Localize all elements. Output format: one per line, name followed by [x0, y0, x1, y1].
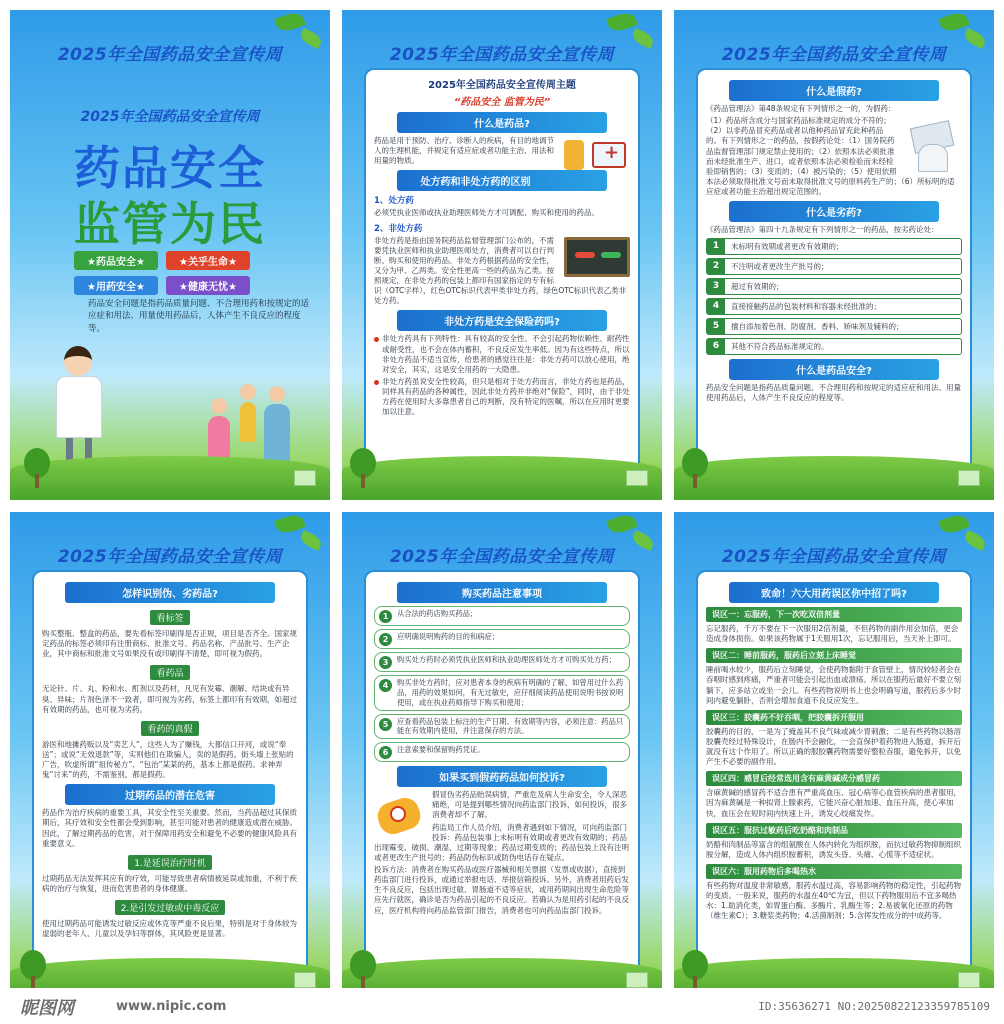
step-number: 6	[379, 746, 392, 759]
section-mistakes: 致命！六大用药误区你中招了吗?	[729, 582, 939, 603]
list-item	[374, 714, 630, 740]
expired-sub1-text: 过期药品无法发挥其应有的疗效，可能导致患者病情被延误或加重，不利于疾病的治疗与恢复，进而危害患者的身体健康。	[42, 873, 297, 893]
safety-text: 药品安全问题是指药品质量问题、不合理用药和按规定的适应症和用法、用量使用药品后，人体产生不良反应的程度等。	[706, 383, 961, 403]
otc-board-icon	[564, 237, 630, 277]
list-text: 其他不符合药品标准规定的。	[731, 342, 829, 352]
poster-panel-drug-basics	[342, 10, 662, 500]
badge-medication-safety: ★用药安全★	[74, 276, 158, 295]
list-number: 3	[707, 279, 725, 294]
list-item	[374, 742, 630, 762]
section-rx-otc: 处方药和非处方药的区别	[397, 170, 607, 191]
panel-headline: 2025年全国药品安全宣传周	[721, 547, 947, 567]
tree-icon	[24, 448, 50, 488]
fake-intro: 《药品管理法》第48条规定有下列情形之一的，为假药：	[706, 104, 896, 113]
theme-title: 2025年全国药品安全宣传周主题	[428, 80, 576, 91]
tree-icon	[682, 950, 708, 990]
step-number: 1	[379, 610, 392, 623]
panel-headline: 2025年全国药品安全宣传周	[57, 547, 283, 567]
section-what-is-drug: 什么是药品?	[397, 112, 607, 133]
step-text: 应明确说明购药的目的和病症；	[397, 632, 500, 641]
tree-icon	[350, 950, 376, 990]
section-text: 购买整瓶、整盒的药品，要先看标签印刷得是否正规，项目是否齐全。国家规定药品的标签必须印有注册商标、批准文号、药品名称、产品批号、生产企业，其中商标和批准文号如果没有或印刷得不清楚，即可视为假药。	[42, 629, 297, 659]
list-number: 1	[707, 239, 725, 254]
site-logo: 昵图网	[20, 998, 74, 1019]
mistake-label: 误区四：感冒后经常选用含有麻黄碱成分感冒药	[706, 771, 962, 786]
otc-safe-bullet: 非处方药具有下列特性：具有较高的安全性、不会引起药物依赖性、耐药性或耐受性，也不会在体内蓄积，不良反应发生率低。因为有这些特点，所以非处方药品不适当宣传，给患者的感觉往往是：非处方药可以放心使用，绝对安全，其实，这是安全用药的一大隐患。	[374, 334, 630, 375]
house-icon	[958, 470, 980, 486]
fake-drug-illustration-icon	[904, 118, 962, 174]
section-tag-wrap	[42, 661, 298, 682]
step-text: 购买非处方药时，应对患者本身的疾病有明确的了解，如曾用过什么药品，用药的效果如何，有无过敏史，应仔细阅读药品使用说明书按说明使用，或在执业药师指导下购买和使用；	[397, 678, 624, 707]
section-text: 无论针、片、丸、粉和水、酊剂以及药材，凡见有发霉、潮解、结块或有异臭、异味；片剂色泽不一致者，即可视为劣药，标签上都印有有效期，如超过有效期的药品，也可视为劣药。	[42, 684, 297, 714]
step-number: 5	[379, 718, 392, 731]
rx-subtitle: 1、处方药	[374, 196, 414, 207]
cover-title-line2: 监管为民	[74, 197, 266, 251]
tree-icon	[20, 950, 46, 990]
tree-icon	[682, 448, 708, 488]
otc-text: 非处方药是指由国务院药品监督管理部门公布的，不需要凭执业医师和执业助理医师处方，消费者可以自行判断、购买和使用的药品。非处方药根据药品的安全性，又分为甲、乙两类。安全性更高一些的药品为乙类。按照规定，在非处方药的包装上都印有国家指定的专有标识（OTC字样），红色OTC标识代表甲类非处方药，绿色OTC标识代表乙类非处方药。	[374, 235, 627, 306]
section-tag: 1.是延误治疗时机	[128, 855, 212, 870]
section-tag-wrap	[42, 606, 298, 627]
mistake-label: 误区一：忘服药，下一次吃双倍剂量	[706, 607, 962, 622]
list-number: 5	[707, 319, 725, 334]
content-card	[364, 570, 640, 974]
fake-items: （1）药品所含成分与国家药品标准规定的成分不符的；（2）以非药品冒充药品或者以他种药品冒充此种药品的。有下列情形之一的药品，按假药论处：（1）国务院药品监督管理部门规定禁止使用的；（2）依照本法必须批准而未经批准生产、进口，或者依照本法必须检验而未经检验即销售的；（3）变质的；（4）被污染的；（5）使用依照本法必须取得批准文号而未取得批准文号的原料药生产的；（6）所标明的适应症或者功能主治超出规定范围的。	[706, 116, 955, 196]
step-text: 从合法的药店购买药品；	[397, 609, 478, 618]
expired-sub2-text: 使用过期药品可能诱发过敏反应或休克等严重不良后果，特别是对于身体较为虚弱的老年人、儿童以及孕妇等群体，其风险更是显著。	[42, 919, 297, 939]
panel-headline: 2025年全国药品安全宣传周	[721, 45, 947, 65]
tree-icon	[350, 448, 376, 488]
cover-intro-text: 药品安全问题是指药品质量问题、不合理用药和按规定的适应症和用法、用量使用药品后，人体产生不良反应的程度等。	[88, 299, 310, 334]
section-expired: 过期药品的潜在危害	[65, 784, 275, 805]
step-text: 购买处方药时必须凭执业医师和执业助理医师处方才可购买处方药；	[397, 655, 616, 664]
poster-panel-mistakes	[674, 512, 994, 1002]
section-tag-wrap	[42, 717, 298, 738]
list-item	[706, 238, 962, 255]
panel-headline: 2025年全国药品安全宣传周	[389, 547, 615, 567]
cover-title-line1: 药品安全	[74, 141, 266, 195]
poster-panel-identify	[10, 512, 330, 1002]
badge-drug-safety: ★药品安全★	[74, 251, 158, 270]
panel-headline: 2025年全国药品安全宣传周	[57, 45, 283, 65]
mistake-label: 误区五：服抗过敏药后吃奶酪和肉制品	[706, 823, 962, 838]
list-text: 擅自添加着色剂、防腐剂、香料、矫味剂及辅料的；	[731, 322, 904, 332]
complain-text: 假冒伪劣药品贻误病情，严重危及病人生命安全，令人深恶痛绝，可是提到哪些情况向药监部门投诉，如何投诉，很多消费者却不了解。	[432, 790, 627, 820]
list-item	[374, 675, 630, 711]
cover-year-title: 2025年全国药品安全宣传周	[80, 109, 260, 125]
list-item	[706, 338, 962, 355]
otc-safe-bullet: 非处方药虽说安全性较高，但只是相对于处方药而言，非处方药也是药品，同样具有药品的各种属性，因此非处方药并非绝对“保险”，同时，由于非处方药在使用时大多靠患者自己的判断，没有特定的医嘱，所以在应用时更要加以注意。	[374, 377, 630, 418]
complain-text: 药监局工作人员介绍，消费者遇到如下情况，可向药监部门投诉：药品包装事上未标明有效期或者更改有效期的；药品出现霉变、破损、潮湿、过期等现象；药品过期变质的；药品包装上没有注明或者更改生产批号的；药品防伪标识或防伪电话存在疑点。	[374, 822, 629, 862]
section-fake-drug: 什么是假药?	[729, 80, 939, 101]
mistake-text: 奶酪和肉制品等富含的组氨酸在人体内转化为组织胺，而抗过敏药物抑制组织胺分解，造成人体内组织胺蓄积，诱发头昏、头痛、心慌等不适症状。	[706, 839, 961, 859]
mistake-text: 睡前喝水较少，服药后立刻睡觉，会使药物黏附于食管壁上，情况较轻者会在吞咽时感到疼痛，严重者可能会引起出血或溃疡。所以在服药后最好不要立刻躺下，应多站立或坐一会儿。有些药物说明书上也会明确写道，服药后多少时间内避免躺卧，否则会增加食道不良反应发生。	[706, 665, 961, 705]
medicine-bottle-icon	[374, 792, 426, 838]
section-tag: 看标签	[150, 610, 189, 625]
list-text: 不注明或者更改生产批号的；	[731, 262, 829, 272]
section-tag-wrap	[42, 851, 298, 872]
house-icon	[626, 972, 648, 988]
complain-text: 投诉方法：消费者在购买药品或医疗器械和相关票据（发票或收据），直接到药监部门进行投诉，或通过举报电话、举报信箱投诉。另外，消费者用药后发生不良反应，包括出现过敏、胃肠道不适等症状，或用药期间出现生命危险等应先行就医，确诊是否为药品引起的不良反应。若确认为是用药引起的不良反应，医疗机构将向药品监管部门报告，消费者也可向药品监部门投诉。	[374, 865, 629, 915]
section-otc-safe: 非处方药是安全保险药吗?	[397, 310, 607, 331]
list-item	[706, 278, 962, 295]
list-number: 4	[707, 299, 725, 314]
list-item	[374, 606, 630, 626]
poster-panel-buying	[342, 512, 662, 1002]
mistake-text: 含麻黄碱的感冒药不适合患有严重高血压、冠心病等心血管疾病的患者服用，因为麻黄碱是一种拟肾上腺素药，它能兴奋心脏加速、血压升高，使心率加快，血压会在短时间内快速上升，诱发心绞痛发作。	[706, 788, 961, 818]
section-buying: 购买药品注意事项	[397, 582, 607, 603]
cover-badges	[70, 248, 260, 298]
step-number: 4	[379, 679, 392, 692]
house-icon	[626, 470, 648, 486]
step-number: 2	[379, 633, 392, 646]
theme-slogan: “药品安全 监管为民”	[453, 97, 551, 108]
section-drug-safety: 什么是药品安全?	[729, 359, 939, 380]
mistake-text: 有些药物对温度非常敏感，服药水温过高，容易影响药物的稳定性，引起药物的变质。一般来说，服药的水温在40℃为宜，但以下药物服用后不宜多喝热水：1.助消化类，如胃蛋白酶、多酶片、乳酶生等；2.易被氧化还原的药物（维生素C）；3.糖浆类药物；4.活菌制剂；5.含挥发性成分的中成药等。	[706, 880, 961, 921]
step-text: 注意索要和保留购药凭证。	[397, 745, 485, 755]
otc-subtitle: 2、非处方药	[374, 223, 423, 234]
what-is-drug-text: 药品是用于预防、治疗、诊断人的疾病，有目的地调节人的生理机能，并规定有适应症或者功能主治、用法和用量的物质。	[374, 136, 554, 166]
list-item	[706, 318, 962, 335]
mistake-text: 忘记服药，千万不要在下一次服用2倍剂量，不但药物的副作用会加倍，更会造成身体损伤。如果该药物属于1天服用1次，忘记服用后，当天补上即可。	[706, 624, 959, 644]
doctor-illustration-icon	[50, 338, 110, 468]
step-text: 应查看药品包装上标注的生产日期、有效期等内容，必须注意：药品只能在有效期内使用，并注意保存的方法。	[397, 716, 624, 736]
house-icon	[294, 470, 316, 486]
house-icon	[294, 972, 316, 988]
grass-decoration	[342, 456, 662, 500]
section-complain: 如果买到假药药品如何投诉?	[397, 766, 607, 787]
mistake-label: 误区六：服用药物后多喝热水	[706, 864, 962, 879]
section-tag-wrap	[42, 896, 298, 917]
list-text: 超过有效期的；	[731, 282, 784, 292]
list-text: 直接接触药品的包装材料和容器未经批准的；	[731, 302, 881, 312]
section-tag: 看药品	[150, 665, 189, 680]
image-id-text: ID:35636271 NO:20250822123359785109	[758, 1000, 990, 1013]
list-item	[706, 258, 962, 275]
mistake-label: 误区二：睡前服药，服药后立刻上床睡觉	[706, 648, 962, 663]
list-item	[374, 629, 630, 649]
expired-text: 药品作为治疗疾病的重要工具，其安全性至关重要。然而，当药品超过其保质期后，其疗效和安全性都会受到影响，甚至可能对患者的健康造成潜在威胁。因此，了解过期药品的危害，对于保障用药安全和避免不必要的健康风险具有重要意义。	[42, 808, 297, 848]
section-tag: 看药的真假	[141, 721, 198, 736]
mistake-label: 误区三：胶囊药不好吞咽，把胶囊拆开服用	[706, 710, 962, 725]
grass-decoration	[674, 456, 994, 500]
poster-panel-fake-drugs	[674, 10, 994, 500]
list-number: 2	[707, 259, 725, 274]
section-text: 游医和地摊药贩以及“卖艺人”，这些人为了赚钱，大都信口开河，或说“奉送”；或说“无效退款”等，实则他们在欺骗人，卖的是假药。街头墙上张贴的广告，吹虚所谓“祖传秘方”、“包治”某某的药，基本上都是假药。求神弄鬼“讨来”的药，不需鉴别，都是假药。	[42, 739, 294, 780]
content-card	[696, 570, 972, 974]
rx-text: 必须凭执业医师或执业助理医师处方才可调配、购买和使用的药品。	[374, 208, 599, 218]
medicine-kit-icon	[560, 136, 630, 176]
list-item	[374, 652, 630, 672]
list-number: 6	[707, 339, 725, 354]
grass-decoration	[10, 456, 330, 500]
badge-life: ★关乎生命★	[166, 251, 250, 270]
house-icon	[958, 972, 980, 988]
section-inferior-drug: 什么是劣药?	[729, 201, 939, 222]
step-number: 3	[379, 656, 392, 669]
mistake-text: 胶囊药的目的，一是为了掩盖其不良气味或减少胃刺激；二是有些药物以肠溶胶囊壳经过特殊设计，在肠内不会融化，一会直保护着药物进入肠道，拆开后就没有这个作用了。所以正确的服胶囊药物需要好整粒吞服，避免拆开，以免产生不必要的副作用。	[706, 726, 961, 767]
content-card	[364, 68, 640, 472]
list-text: 未标明有效期或者更改有效期的；	[731, 242, 844, 252]
list-item	[706, 298, 962, 315]
panel-headline: 2025年全国药品安全宣传周	[389, 45, 615, 65]
poster-panel-cover	[10, 10, 330, 500]
watermark-footer	[0, 988, 1004, 1024]
site-url: www.nipic.com	[116, 999, 227, 1014]
badge-health: ★健康无忧★	[166, 276, 250, 295]
section-tag: 2.是引发过敏或中毒反应	[115, 900, 226, 915]
section-identify: 怎样识别伪、劣药品?	[65, 582, 275, 603]
inferior-intro: 《药品管理法》第四十九条规定有下列情形之一的药品，按劣药论处：	[706, 225, 939, 235]
content-card	[32, 570, 308, 974]
content-card	[696, 68, 972, 472]
